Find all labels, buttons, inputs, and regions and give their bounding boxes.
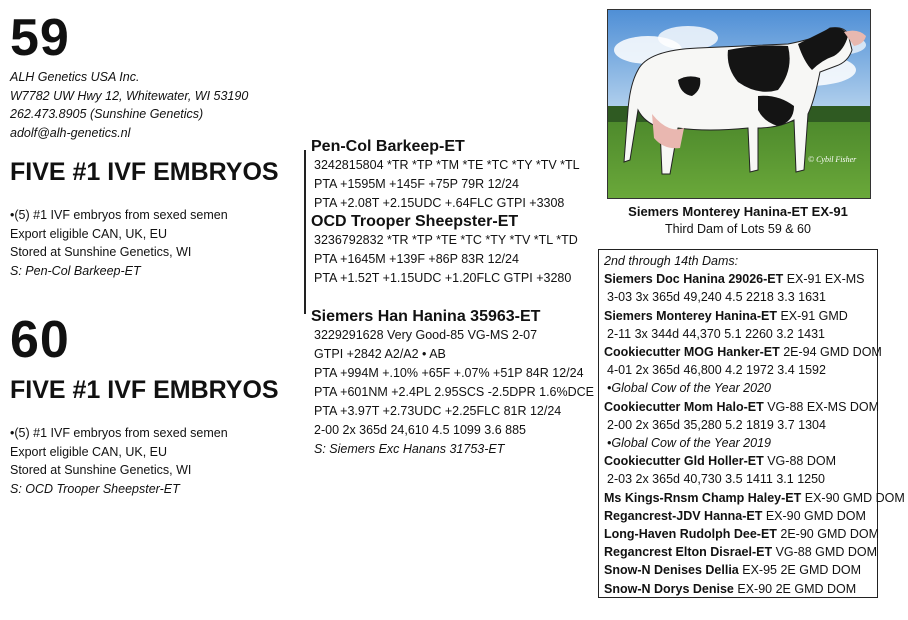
sire-block-1 [311,137,580,213]
pedigree-detail: EX-90 GMD DOM [801,490,905,505]
pedigree-row [604,361,877,379]
pedigree-row [604,343,882,361]
sire-name: Pen-Col Barkeep-ET [311,138,465,155]
lot-60-line: Stored at Sunshine Genetics, WI [10,463,192,477]
sire-line: 3242815804 *TR *TP *TM *TE *TC *TY *TV *TL [314,158,580,172]
photo-watermark: © Cybil Fisher [808,155,857,164]
pedigree-row [604,398,880,416]
pedigree-row [604,307,877,325]
sire-block-2 [311,212,578,288]
consignor-phone: 262.473.8905 (Sunshine Genetics) [10,107,204,121]
lot-59-line: Stored at Sunshine Genetics, WI [10,245,192,259]
cow-photo [607,9,871,199]
pedigree-row [604,379,877,397]
lot-59-line: Export eligible CAN, UK, EU [10,226,168,241]
pedigree-dam-name: Cookiecutter Gld Holler-ET [604,454,764,469]
lot-59-headline: FIVE #1 IVF EMBRYOS [10,158,279,186]
pedigree-dam-name: Snow-N Denises Dellia [604,563,739,578]
sire-divider [304,150,306,314]
photo-caption-sub: Third Dam of Lots 59 & 60 [665,222,811,236]
pedigree-row [604,580,877,598]
pedigree-row [604,452,877,470]
photo-caption-title: Siemers Monterey Hanina-ET EX-91 [628,204,848,219]
lot-60-headline: FIVE #1 IVF EMBRYOS [10,376,279,404]
pedigree-header: 2nd through 14th Dams: [604,254,739,268]
pedigree-detail: EX-91 GMD [776,308,848,323]
lot-59-line: •(5) #1 IVF embryos from sexed semen [10,208,228,222]
pedigree-detail: VG-88 GMD DOM [772,545,877,560]
pedigree-dam-name: Regancrest-JDV Hanna-ET [604,508,763,523]
pedigree-detail: EX-90 GMD DOM [762,508,866,523]
lot-59-number: 59 [10,9,70,67]
pedigree-detail: 3-03 3x 365d 49,240 4.5 2218 3.3 1631 [607,290,826,305]
sire-line: 3236792832 *TR *TP *TE *TC *TY *TV *TL *TD [314,233,578,247]
pedigree-dam-name: Cookiecutter MOG Hanker-ET [604,345,780,360]
pedigree-detail: EX-90 2E GMD DOM [733,581,857,596]
pedigree-detail: 2-00 2x 365d 35,280 5.2 1819 3.7 1304 [607,417,826,432]
dam-line: 2-00 2x 365d 24,610 4.5 1099 3.6 885 [314,423,526,437]
sire-line: PTA +1595M +145F +75P 79R 12/24 [314,177,519,191]
dam-block [311,307,594,459]
dam-name: Siemers Han Hanina 35963-ET [311,308,541,325]
lot-60-sire: S: OCD Trooper Sheepster-ET [10,481,180,496]
photo-caption [607,203,869,238]
pedigree-dam-name: Siemers Doc Hanina 29026-ET [604,272,784,287]
pedigree-detail: •Global Cow of the Year 2020 [607,381,771,396]
sire-line: PTA +2.08T +2.15UDC +.64FLC GTPI +3308 [314,196,565,210]
pedigree-detail: EX-95 2E GMD DOM [738,563,862,578]
dam-line: PTA +3.97T +2.73UDC +2.25FLC 81R 12/24 [314,404,562,418]
lot-59-details [10,206,228,280]
dam-sire: S: Siemers Exc Hanans 31753-ET [314,442,505,456]
pedigree-dam-name: Regancrest Elton Disrael-ET [604,545,773,560]
pedigree-detail: 4-01 2x 365d 46,800 4.2 1972 3.4 1592 [607,363,826,378]
dam-line: 3229291628 Very Good-85 VG-MS 2-07 [314,328,538,342]
pedigree-row [604,525,880,543]
pedigree-row [604,507,877,525]
pedigree-detail: 2-03 2x 365d 40,730 3.5 1411 3.1 1250 [607,472,826,487]
pedigree-row [604,288,877,306]
pedigree-rows [604,270,905,598]
pedigree-box [598,249,905,598]
pedigree-row [604,543,877,561]
dam-line: PTA +601NM +2.4PL 2.95SCS -2.5DPR 1.6%DCE [314,385,594,399]
holstein-cow-illustration [608,10,870,198]
consignor-email: adolf@alh-genetics.nl [10,125,131,140]
lot-60-line: •(5) #1 IVF embryos from sexed semen [10,426,228,440]
pedigree-row [604,416,877,434]
lot-60-line: Export eligible CAN, UK, EU [10,444,168,459]
pedigree-detail: 2E-90 GMD DOM [776,527,880,542]
consignor-address: W7782 UW Hwy 12, Whitewater, WI 53190 [10,88,249,103]
lot-59-contact [10,68,248,142]
sire-line: PTA +1.52T +1.15UDC +1.20FLC GTPI +3280 [314,271,572,285]
sire-line: PTA +1645M +139F +86P 83R 12/24 [314,252,519,266]
pedigree-row [604,270,877,288]
pedigree-row [604,561,877,579]
lot-60-number: 60 [10,311,70,369]
pedigree-dam-name: Ms Kings-Rnsm Champ Haley-ET [604,490,802,505]
pedigree-dam-name: Long-Haven Rudolph Dee-ET [604,527,777,542]
dam-line: PTA +994M +.10% +65F +.07% +51P 84R 12/24 [314,366,584,380]
sire-name: OCD Trooper Sheepster-ET [311,213,519,230]
pedigree-detail: VG-88 EX-MS DOM [763,399,880,414]
pedigree-dam-name: Cookiecutter Mom Halo-ET [604,399,764,414]
lot-60-details [10,424,228,498]
pedigree-detail: 2E-94 GMD DOM [779,345,882,360]
pedigree-row [604,470,877,488]
pedigree-detail: VG-88 DOM [763,454,836,469]
consignor-name: ALH Genetics USA Inc. [10,70,140,84]
pedigree-row [604,434,877,452]
pedigree-detail: •Global Cow of the Year 2019 [607,436,771,451]
pedigree-dam-name: Snow-N Dorys Denise [604,581,734,596]
pedigree-dam-name: Siemers Monterey Hanina-ET [604,308,777,323]
pedigree-detail: 2-11 3x 344d 44,370 5.1 2260 3.2 1431 [607,326,826,341]
pedigree-row [604,325,877,343]
dam-line: GTPI +2842 A2/A2 • AB [314,347,446,361]
pedigree-row [604,489,905,507]
lot-59-sire: S: Pen-Col Barkeep-ET [10,263,141,278]
pedigree-detail: EX-91 EX-MS [783,272,865,287]
